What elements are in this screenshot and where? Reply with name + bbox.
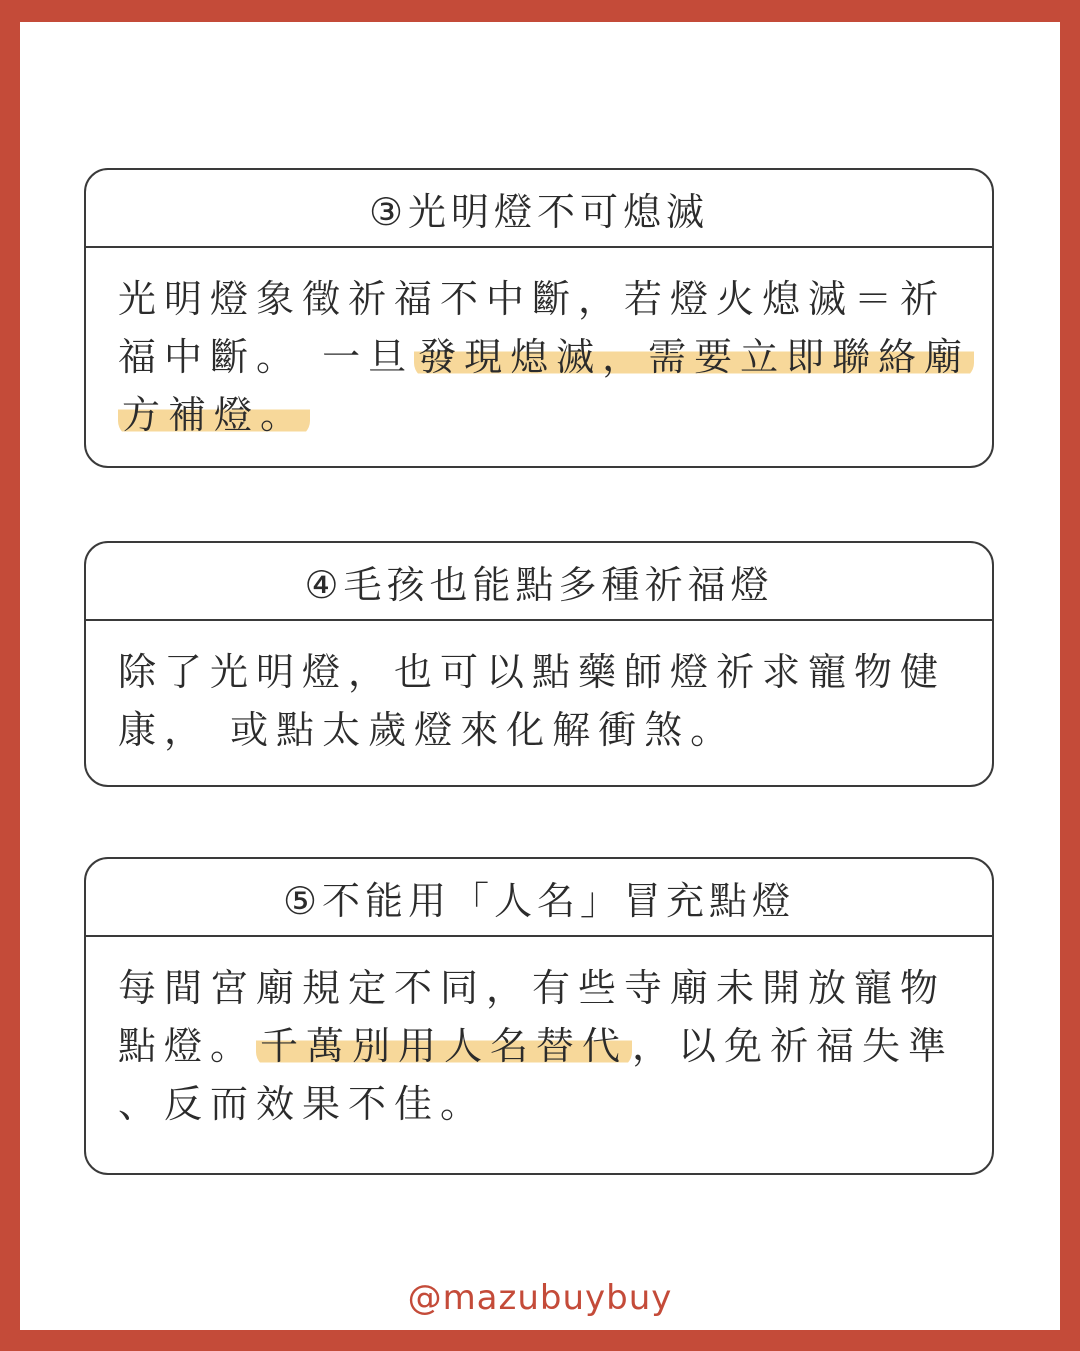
text-plain: 每間宮廟規定不同，有些寺廟未開放寵物 [118,966,947,1010]
text-line [118,270,960,328]
text-plain: ，以免祈福失準 [632,1024,955,1068]
highlighted-text: 方補燈。 [118,393,310,437]
text-line [118,1017,960,1075]
tip-card-5 [84,857,994,1175]
card-title: ③光明燈不可熄滅 [86,170,992,248]
card-title: ⑤不能用「人名」冒充點燈 [86,859,992,937]
card-title: ④毛孩也能點多種祈福燈 [86,543,992,621]
tip-card-3 [84,168,994,468]
content-frame [20,22,1060,1330]
highlighted-text: 千萬別用人名替代 [256,1024,632,1068]
text-plain: 光明燈象徵祈福不中斷，若燈火熄滅＝祈 [118,277,947,321]
text-line [118,959,960,1017]
text-line [118,386,960,444]
text-line [118,701,960,759]
highlighted-text: 發現熄滅，需要立即聯絡廟 [414,335,974,379]
social-handle: @mazubuybuy [407,1278,673,1318]
text-plain: 福中斷。 一旦 [118,335,415,379]
text-line [118,328,971,386]
text-line [118,643,960,701]
text-plain: 、反而效果不佳。 [118,1082,487,1126]
text-plain: 康， 或點太歲燈來化解衝煞。 [118,708,737,752]
card-body [86,937,992,1133]
text-line [118,1075,960,1133]
text-plain: 除了光明燈，也可以點藥師燈祈求寵物健 [118,650,947,694]
card-body [86,248,992,444]
text-plain: 點燈。 [118,1024,257,1068]
card-body [86,621,992,759]
tip-card-4 [84,541,994,787]
